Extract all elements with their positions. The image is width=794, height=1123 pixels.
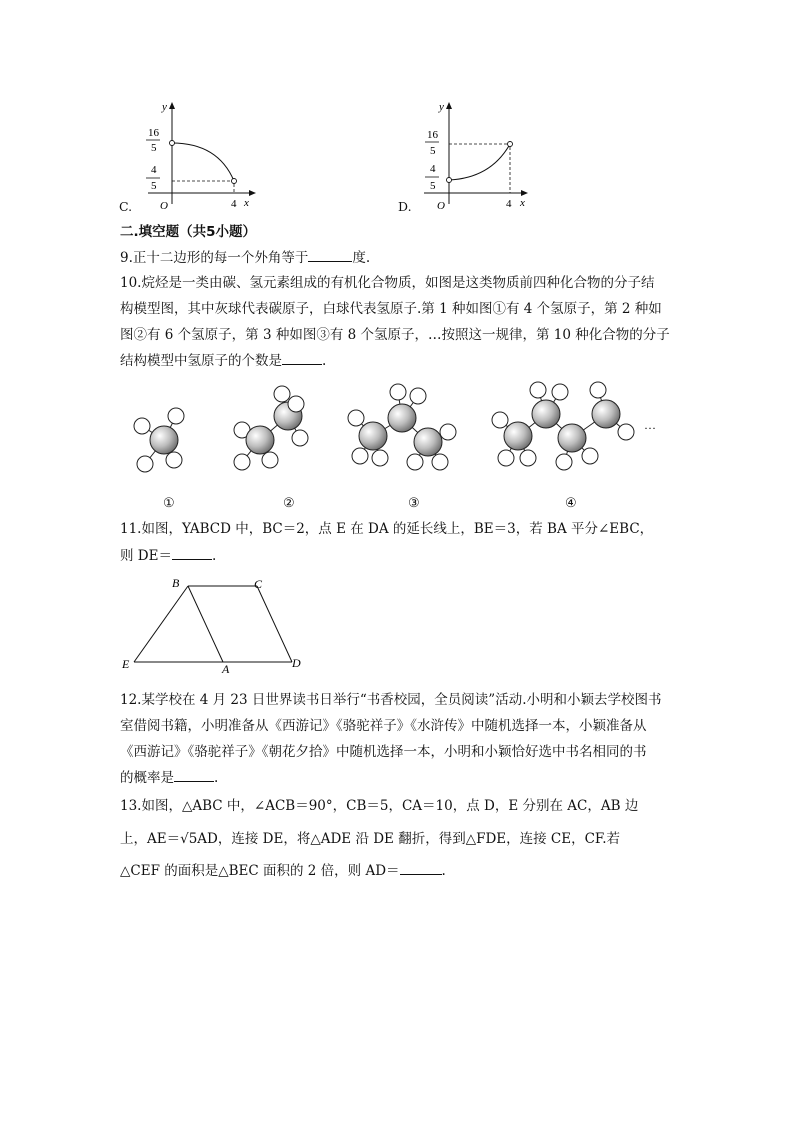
question-9 [120,248,370,268]
q13-line-1: 13.如图，△ABC 中，∠ACB＝90°，CB＝5，CA＝10，点 D，E 分别在 AC，AB 边 [120,798,639,814]
molecule-2 [234,386,308,470]
q10-answer-blank[interactable] [282,352,322,365]
graph-c-y-label: y [162,101,167,113]
molecule-4 [492,382,634,470]
q12-suffix: . [214,770,219,786]
point-e: E [122,657,130,671]
molecule-3 [348,384,456,470]
q11-suffix: . [211,548,217,564]
graph-d-x-tick: 4 [506,198,512,210]
graph-d-4: 4 [430,163,436,175]
figure-label-4: ④ [565,496,577,511]
option-c-label: C. [119,199,133,214]
molecule-svg [120,376,680,491]
q10-last-line: 结构模型中氢原子的个数是 [120,353,282,369]
graph-c-svg [118,98,258,216]
q11-prefix: 则 DE＝ [120,548,172,564]
graph-d-16: 16 [427,129,438,141]
graph-d-svg [396,98,536,216]
q13-line-3 [120,861,446,881]
q11-line-1: 11.如图，YABCD 中，BC＝2，点 E 在 DA 的延长线上，BE＝3，若 BA 平分∠EBC， [120,521,654,537]
q13-prefix: △CEF 的面积是△BEC 面积的 2 倍，则 AD＝ [120,863,400,879]
q12-line-2: 室借阅书籍，小明准备从《西游记》《骆驼祥子》《水浒传》中随机选择一本，小颖准备从 [120,718,647,734]
q9-suffix: 度. [352,250,371,266]
q10-line-1: 10.烷烃是一类由碳、氢元素组成的有机化合物质，如图是这类物质前四种化合物的分子结 [120,275,655,291]
graph-d-x-label: x [520,197,525,209]
q9-answer-blank[interactable] [308,249,352,262]
figure-label-2: ② [283,496,295,511]
point-b: B [172,576,180,590]
q10-suffix: . [322,353,327,369]
graph-c-x-label: x [244,197,249,209]
graph-c-5a: 5 [151,142,157,154]
q11-answer-blank[interactable] [172,547,212,560]
graph-d-origin: O [437,200,445,212]
graph-c-x-tick: 4 [231,198,237,210]
molecule-ellipsis: ··· [644,421,656,435]
section-title: 二.填空题（共5小题） [120,224,257,240]
q12-line-1: 12.某学校在 4 月 23 日世界读书日举行“书香校园，全员阅读”活动.小明和小颖去学校图书 [120,692,662,708]
q13-line-2: 上，AE＝√5AD，连接 DE，将△ADE 沿 DE 翻折，得到△FDE，连接 CE，CF.若 [120,831,620,847]
graph-d-5b: 5 [430,180,436,192]
figure-label-3: ③ [408,496,420,511]
point-a: A [222,662,230,674]
molecule-1 [134,408,184,472]
q12-line-4 [120,768,218,788]
graph-c-origin: O [160,200,168,212]
graph-d-y-label: y [439,101,444,113]
q13-suffix: . [441,863,446,879]
q9-text: 9.正十二边形的每一个外角等于 [120,250,309,266]
figure-label-1: ① [163,496,175,511]
graph-c-4: 4 [151,164,157,176]
option-d-label: D. [398,199,412,214]
q13-answer-blank[interactable] [400,862,442,875]
parallelogram-figure [118,574,318,674]
q10-line-4 [120,351,326,371]
graph-d-5a: 5 [430,145,436,157]
q11-line-2 [120,546,216,566]
molecule-figure [120,376,680,491]
q12-line-3: 《西游记》《骆驼祥子》《朝花夕拾》中随机选择一本，小明和小颖恰好选中书名相同的书 [120,744,647,760]
point-c: C [254,577,263,591]
q12-answer-blank[interactable] [174,769,214,782]
graph-c-5b: 5 [151,180,157,192]
option-c-graph [118,98,258,216]
q10-line-3: 图②有 6 个氢原子，第 3 种如图③有 8 个氢原子，…按照这一规律，第 10 种化合物的分子 [120,327,670,343]
q12-last-line: 的概率是 [120,770,174,786]
graph-c-16: 16 [148,127,159,139]
point-d: D [292,656,301,670]
parallelogram-svg [118,574,318,674]
option-d-graph [396,98,536,216]
q10-line-2: 构模型图，其中灰球代表碳原子，白球代表氢原子.第 1 种如图①有 4 个氢原子，第 2 种如 [120,301,662,317]
